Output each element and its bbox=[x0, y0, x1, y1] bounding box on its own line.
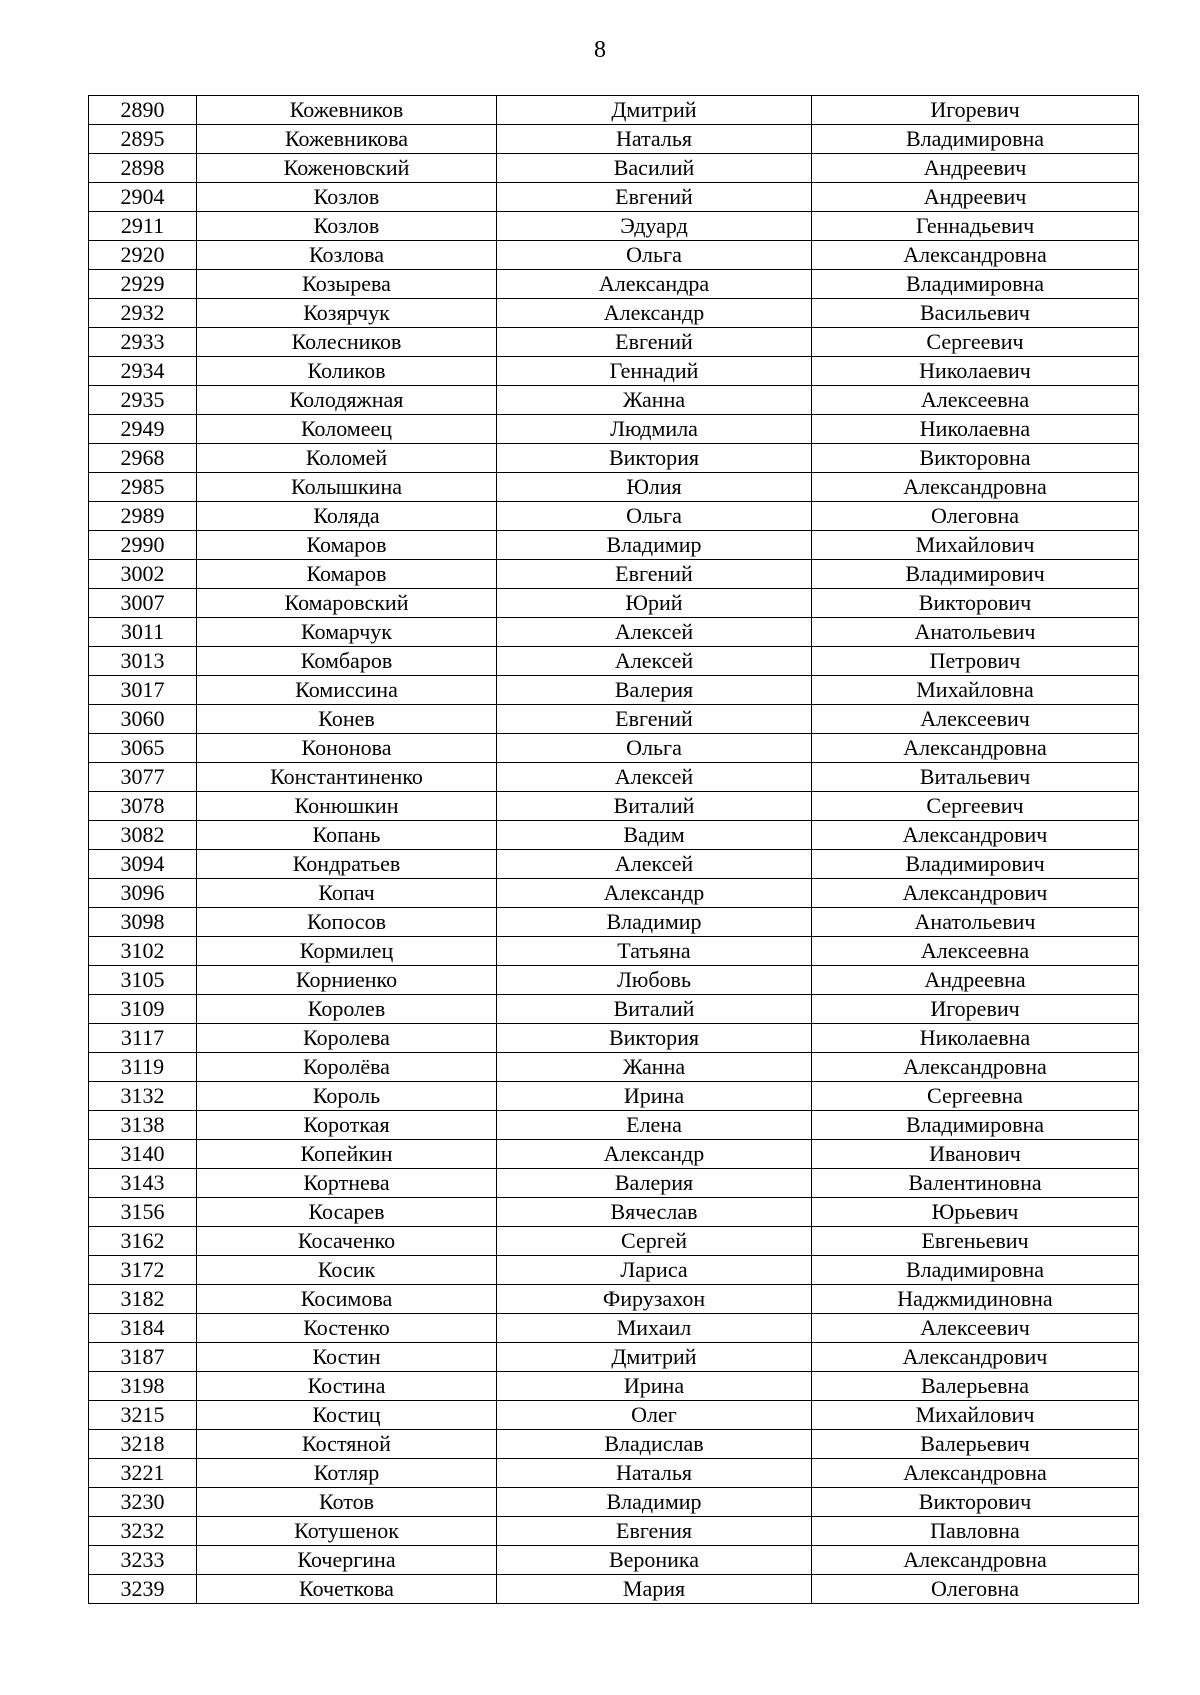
last-name-cell: Коломеец bbox=[197, 415, 497, 444]
table-row bbox=[89, 502, 1139, 531]
record-number-cell: 3119 bbox=[89, 1053, 197, 1082]
table-row bbox=[89, 1053, 1139, 1082]
last-name-cell: Косик bbox=[197, 1256, 497, 1285]
table-row bbox=[89, 1227, 1139, 1256]
record-number-cell: 3132 bbox=[89, 1082, 197, 1111]
table-row bbox=[89, 183, 1139, 212]
patronymic-cell: Сергеевич bbox=[812, 328, 1139, 357]
patronymic-cell: Владимирович bbox=[812, 560, 1139, 589]
table-row bbox=[89, 212, 1139, 241]
patronymic-cell: Сергеевна bbox=[812, 1082, 1139, 1111]
first-name-cell: Любовь bbox=[497, 966, 812, 995]
last-name-cell: Комаров bbox=[197, 531, 497, 560]
patronymic-cell: Олеговна bbox=[812, 1575, 1139, 1604]
last-name-cell: Коженовский bbox=[197, 154, 497, 183]
first-name-cell: Владислав bbox=[497, 1430, 812, 1459]
patronymic-cell: Александровна bbox=[812, 1546, 1139, 1575]
first-name-cell: Вероника bbox=[497, 1546, 812, 1575]
table-row bbox=[89, 125, 1139, 154]
table-row bbox=[89, 937, 1139, 966]
first-name-cell: Александр bbox=[497, 1140, 812, 1169]
table-row bbox=[89, 299, 1139, 328]
table-row bbox=[89, 444, 1139, 473]
table-row bbox=[89, 531, 1139, 560]
first-name-cell: Ольга bbox=[497, 502, 812, 531]
table-row bbox=[89, 270, 1139, 299]
record-number-cell: 2904 bbox=[89, 183, 197, 212]
last-name-cell: Костина bbox=[197, 1372, 497, 1401]
first-name-cell: Татьяна bbox=[497, 937, 812, 966]
first-name-cell: Эдуард bbox=[497, 212, 812, 241]
patronymic-cell: Алексеевна bbox=[812, 386, 1139, 415]
last-name-cell: Котляр bbox=[197, 1459, 497, 1488]
table-row bbox=[89, 1488, 1139, 1517]
first-name-cell: Вячеслав bbox=[497, 1198, 812, 1227]
record-number-cell: 3013 bbox=[89, 647, 197, 676]
last-name-cell: Константиненко bbox=[197, 763, 497, 792]
patronymic-cell: Иванович bbox=[812, 1140, 1139, 1169]
table-row bbox=[89, 792, 1139, 821]
first-name-cell: Евгений bbox=[497, 705, 812, 734]
table-row bbox=[89, 1314, 1139, 1343]
last-name-cell: Комиссина bbox=[197, 676, 497, 705]
last-name-cell: Коломей bbox=[197, 444, 497, 473]
table-row bbox=[89, 415, 1139, 444]
last-name-cell: Костин bbox=[197, 1343, 497, 1372]
record-number-cell: 3182 bbox=[89, 1285, 197, 1314]
page-number: 8 bbox=[594, 37, 606, 63]
last-name-cell: Короткая bbox=[197, 1111, 497, 1140]
last-name-cell: Кононова bbox=[197, 734, 497, 763]
patronymic-cell: Александровна bbox=[812, 241, 1139, 270]
first-name-cell: Владимир bbox=[497, 1488, 812, 1517]
record-number-cell: 2929 bbox=[89, 270, 197, 299]
table-row bbox=[89, 154, 1139, 183]
patronymic-cell: Александровна bbox=[812, 1459, 1139, 1488]
record-number-cell: 3215 bbox=[89, 1401, 197, 1430]
patronymic-cell: Витальевич bbox=[812, 763, 1139, 792]
record-number-cell: 3233 bbox=[89, 1546, 197, 1575]
first-name-cell: Ольга bbox=[497, 241, 812, 270]
first-name-cell: Евгений bbox=[497, 328, 812, 357]
patronymic-cell: Валерьевич bbox=[812, 1430, 1139, 1459]
last-name-cell: Комарчук bbox=[197, 618, 497, 647]
first-name-cell: Фирузахон bbox=[497, 1285, 812, 1314]
record-number-cell: 2933 bbox=[89, 328, 197, 357]
patronymic-cell: Сергеевич bbox=[812, 792, 1139, 821]
first-name-cell: Геннадий bbox=[497, 357, 812, 386]
first-name-cell: Евгений bbox=[497, 560, 812, 589]
last-name-cell: Комаров bbox=[197, 560, 497, 589]
patronymic-cell: Игоревич bbox=[812, 995, 1139, 1024]
table-row bbox=[89, 995, 1139, 1024]
last-name-cell: Конюшкин bbox=[197, 792, 497, 821]
record-number-cell: 3218 bbox=[89, 1430, 197, 1459]
first-name-cell: Юрий bbox=[497, 589, 812, 618]
table-row bbox=[89, 386, 1139, 415]
last-name-cell: Кожевникова bbox=[197, 125, 497, 154]
record-number-cell: 2895 bbox=[89, 125, 197, 154]
record-number-cell: 2890 bbox=[89, 96, 197, 125]
record-number-cell: 2968 bbox=[89, 444, 197, 473]
last-name-cell: Козырева bbox=[197, 270, 497, 299]
patronymic-cell: Викторович bbox=[812, 1488, 1139, 1517]
first-name-cell: Ирина bbox=[497, 1082, 812, 1111]
patronymic-cell: Николаевна bbox=[812, 1024, 1139, 1053]
first-name-cell: Жанна bbox=[497, 1053, 812, 1082]
table-row bbox=[89, 589, 1139, 618]
record-number-cell: 2920 bbox=[89, 241, 197, 270]
patronymic-cell: Владимирович bbox=[812, 850, 1139, 879]
record-number-cell: 3138 bbox=[89, 1111, 197, 1140]
last-name-cell: Колодяжная bbox=[197, 386, 497, 415]
patronymic-cell: Владимировна bbox=[812, 1256, 1139, 1285]
first-name-cell: Мария bbox=[497, 1575, 812, 1604]
table-row bbox=[89, 1430, 1139, 1459]
record-number-cell: 3007 bbox=[89, 589, 197, 618]
patronymic-cell: Александровна bbox=[812, 734, 1139, 763]
first-name-cell: Наталья bbox=[497, 1459, 812, 1488]
table-row bbox=[89, 879, 1139, 908]
table-row bbox=[89, 734, 1139, 763]
patronymic-cell: Валентиновна bbox=[812, 1169, 1139, 1198]
last-name-cell: Комаровский bbox=[197, 589, 497, 618]
first-name-cell: Лариса bbox=[497, 1256, 812, 1285]
patronymic-cell: Александровна bbox=[812, 473, 1139, 502]
patronymic-cell: Михайлович bbox=[812, 531, 1139, 560]
patronymic-cell: Алексеевич bbox=[812, 1314, 1139, 1343]
table-row bbox=[89, 966, 1139, 995]
patronymic-cell: Александровна bbox=[812, 1053, 1139, 1082]
last-name-cell: Комбаров bbox=[197, 647, 497, 676]
table-row bbox=[89, 1198, 1139, 1227]
table-row bbox=[89, 328, 1139, 357]
table-row bbox=[89, 1169, 1139, 1198]
last-name-cell: Козлов bbox=[197, 212, 497, 241]
patronymic-cell: Владимировна bbox=[812, 125, 1139, 154]
record-number-cell: 3187 bbox=[89, 1343, 197, 1372]
last-name-cell: Косимова bbox=[197, 1285, 497, 1314]
last-name-cell: Кормилец bbox=[197, 937, 497, 966]
patronymic-cell: Александрович bbox=[812, 1343, 1139, 1372]
first-name-cell: Виктория bbox=[497, 1024, 812, 1053]
patronymic-cell: Валерьевна bbox=[812, 1372, 1139, 1401]
record-number-cell: 3077 bbox=[89, 763, 197, 792]
last-name-cell: Козярчук bbox=[197, 299, 497, 328]
first-name-cell: Алексей bbox=[497, 647, 812, 676]
patronymic-cell: Юрьевич bbox=[812, 1198, 1139, 1227]
record-number-cell: 3230 bbox=[89, 1488, 197, 1517]
patronymic-cell: Анатольевич bbox=[812, 618, 1139, 647]
first-name-cell: Ольга bbox=[497, 734, 812, 763]
last-name-cell: Королёва bbox=[197, 1053, 497, 1082]
patronymic-cell: Викторовна bbox=[812, 444, 1139, 473]
first-name-cell: Валерия bbox=[497, 676, 812, 705]
table-row bbox=[89, 1459, 1139, 1488]
table-row bbox=[89, 1140, 1139, 1169]
record-number-cell: 3239 bbox=[89, 1575, 197, 1604]
first-name-cell: Виктория bbox=[497, 444, 812, 473]
record-number-cell: 3096 bbox=[89, 879, 197, 908]
last-name-cell: Котушенок bbox=[197, 1517, 497, 1546]
first-name-cell: Александр bbox=[497, 879, 812, 908]
last-name-cell: Косарев bbox=[197, 1198, 497, 1227]
table-row bbox=[89, 560, 1139, 589]
record-number-cell: 3140 bbox=[89, 1140, 197, 1169]
last-name-cell: Кожевников bbox=[197, 96, 497, 125]
last-name-cell: Коляда bbox=[197, 502, 497, 531]
last-name-cell: Котов bbox=[197, 1488, 497, 1517]
record-number-cell: 2990 bbox=[89, 531, 197, 560]
last-name-cell: Колесников bbox=[197, 328, 497, 357]
last-name-cell: Кочеткова bbox=[197, 1575, 497, 1604]
last-name-cell: Кочергина bbox=[197, 1546, 497, 1575]
record-number-cell: 3117 bbox=[89, 1024, 197, 1053]
last-name-cell: Козлов bbox=[197, 183, 497, 212]
last-name-cell: Кортнева bbox=[197, 1169, 497, 1198]
roster-body bbox=[89, 96, 1139, 1604]
last-name-cell: Копач bbox=[197, 879, 497, 908]
first-name-cell: Василий bbox=[497, 154, 812, 183]
patronymic-cell: Павловна bbox=[812, 1517, 1139, 1546]
table-row bbox=[89, 1285, 1139, 1314]
last-name-cell: Король bbox=[197, 1082, 497, 1111]
table-row bbox=[89, 1256, 1139, 1285]
table-row bbox=[89, 241, 1139, 270]
first-name-cell: Виталий bbox=[497, 995, 812, 1024]
patronymic-cell: Николаевич bbox=[812, 357, 1139, 386]
table-row bbox=[89, 1575, 1139, 1604]
record-number-cell: 3098 bbox=[89, 908, 197, 937]
roster-table bbox=[88, 95, 1139, 1604]
record-number-cell: 3060 bbox=[89, 705, 197, 734]
record-number-cell: 2932 bbox=[89, 299, 197, 328]
first-name-cell: Виталий bbox=[497, 792, 812, 821]
first-name-cell: Людмила bbox=[497, 415, 812, 444]
patronymic-cell: Владимировна bbox=[812, 1111, 1139, 1140]
patronymic-cell: Олеговна bbox=[812, 502, 1139, 531]
record-number-cell: 3002 bbox=[89, 560, 197, 589]
first-name-cell: Алексей bbox=[497, 618, 812, 647]
first-name-cell: Елена bbox=[497, 1111, 812, 1140]
patronymic-cell: Васильевич bbox=[812, 299, 1139, 328]
record-number-cell: 3143 bbox=[89, 1169, 197, 1198]
patronymic-cell: Николаевна bbox=[812, 415, 1139, 444]
first-name-cell: Александр bbox=[497, 299, 812, 328]
record-number-cell: 3184 bbox=[89, 1314, 197, 1343]
first-name-cell: Евгения bbox=[497, 1517, 812, 1546]
table-row bbox=[89, 1546, 1139, 1575]
table-row bbox=[89, 1372, 1139, 1401]
table-row bbox=[89, 1082, 1139, 1111]
first-name-cell: Дмитрий bbox=[497, 96, 812, 125]
patronymic-cell: Владимировна bbox=[812, 270, 1139, 299]
record-number-cell: 2985 bbox=[89, 473, 197, 502]
record-number-cell: 3172 bbox=[89, 1256, 197, 1285]
record-number-cell: 2934 bbox=[89, 357, 197, 386]
last-name-cell: Колышкина bbox=[197, 473, 497, 502]
patronymic-cell: Викторович bbox=[812, 589, 1139, 618]
table-row bbox=[89, 705, 1139, 734]
last-name-cell: Костиц bbox=[197, 1401, 497, 1430]
last-name-cell: Королева bbox=[197, 1024, 497, 1053]
record-number-cell: 3221 bbox=[89, 1459, 197, 1488]
first-name-cell: Алексей bbox=[497, 763, 812, 792]
first-name-cell: Дмитрий bbox=[497, 1343, 812, 1372]
first-name-cell: Александра bbox=[497, 270, 812, 299]
last-name-cell: Копосов bbox=[197, 908, 497, 937]
table-row bbox=[89, 357, 1139, 386]
first-name-cell: Валерия bbox=[497, 1169, 812, 1198]
first-name-cell: Вадим bbox=[497, 821, 812, 850]
patronymic-cell: Петрович bbox=[812, 647, 1139, 676]
last-name-cell: Копейкин bbox=[197, 1140, 497, 1169]
record-number-cell: 3102 bbox=[89, 937, 197, 966]
last-name-cell: Копань bbox=[197, 821, 497, 850]
first-name-cell: Наталья bbox=[497, 125, 812, 154]
record-number-cell: 2989 bbox=[89, 502, 197, 531]
record-number-cell: 2911 bbox=[89, 212, 197, 241]
patronymic-cell: Александрович bbox=[812, 821, 1139, 850]
last-name-cell: Корниенко bbox=[197, 966, 497, 995]
first-name-cell: Алексей bbox=[497, 850, 812, 879]
record-number-cell: 3094 bbox=[89, 850, 197, 879]
record-number-cell: 3156 bbox=[89, 1198, 197, 1227]
record-number-cell: 3078 bbox=[89, 792, 197, 821]
first-name-cell: Жанна bbox=[497, 386, 812, 415]
patronymic-cell: Александрович bbox=[812, 879, 1139, 908]
table-row bbox=[89, 908, 1139, 937]
patronymic-cell: Евгеньевич bbox=[812, 1227, 1139, 1256]
patronymic-cell: Андреевна bbox=[812, 966, 1139, 995]
patronymic-cell: Игоревич bbox=[812, 96, 1139, 125]
last-name-cell: Кондратьев bbox=[197, 850, 497, 879]
first-name-cell: Евгений bbox=[497, 183, 812, 212]
first-name-cell: Юлия bbox=[497, 473, 812, 502]
table-row bbox=[89, 1024, 1139, 1053]
record-number-cell: 3232 bbox=[89, 1517, 197, 1546]
record-number-cell: 3017 bbox=[89, 676, 197, 705]
record-number-cell: 3109 bbox=[89, 995, 197, 1024]
table-row bbox=[89, 1111, 1139, 1140]
patronymic-cell: Наджмидиновна bbox=[812, 1285, 1139, 1314]
patronymic-cell: Анатольевич bbox=[812, 908, 1139, 937]
patronymic-cell: Андреевич bbox=[812, 183, 1139, 212]
first-name-cell: Ирина bbox=[497, 1372, 812, 1401]
table-row bbox=[89, 1401, 1139, 1430]
last-name-cell: Костенко bbox=[197, 1314, 497, 1343]
first-name-cell: Владимир bbox=[497, 531, 812, 560]
table-row bbox=[89, 763, 1139, 792]
patronymic-cell: Алексеевна bbox=[812, 937, 1139, 966]
record-number-cell: 3198 bbox=[89, 1372, 197, 1401]
table-row bbox=[89, 1343, 1139, 1372]
table-row bbox=[89, 473, 1139, 502]
table-row bbox=[89, 676, 1139, 705]
last-name-cell: Коликов bbox=[197, 357, 497, 386]
first-name-cell: Олег bbox=[497, 1401, 812, 1430]
last-name-cell: Королев bbox=[197, 995, 497, 1024]
table-row bbox=[89, 647, 1139, 676]
record-number-cell: 2949 bbox=[89, 415, 197, 444]
last-name-cell: Костяной bbox=[197, 1430, 497, 1459]
record-number-cell: 2935 bbox=[89, 386, 197, 415]
patronymic-cell: Алексеевич bbox=[812, 705, 1139, 734]
patronymic-cell: Геннадьевич bbox=[812, 212, 1139, 241]
table-row bbox=[89, 96, 1139, 125]
record-number-cell: 2898 bbox=[89, 154, 197, 183]
last-name-cell: Конев bbox=[197, 705, 497, 734]
last-name-cell: Косаченко bbox=[197, 1227, 497, 1256]
first-name-cell: Михаил bbox=[497, 1314, 812, 1343]
table-row bbox=[89, 850, 1139, 879]
record-number-cell: 3011 bbox=[89, 618, 197, 647]
record-number-cell: 3082 bbox=[89, 821, 197, 850]
table-row bbox=[89, 618, 1139, 647]
first-name-cell: Владимир bbox=[497, 908, 812, 937]
patronymic-cell: Андреевич bbox=[812, 154, 1139, 183]
last-name-cell: Козлова bbox=[197, 241, 497, 270]
first-name-cell: Сергей bbox=[497, 1227, 812, 1256]
record-number-cell: 3162 bbox=[89, 1227, 197, 1256]
table-row bbox=[89, 1517, 1139, 1546]
patronymic-cell: Михайлович bbox=[812, 1401, 1139, 1430]
record-number-cell: 3105 bbox=[89, 966, 197, 995]
record-number-cell: 3065 bbox=[89, 734, 197, 763]
patronymic-cell: Михайловна bbox=[812, 676, 1139, 705]
table-row bbox=[89, 821, 1139, 850]
